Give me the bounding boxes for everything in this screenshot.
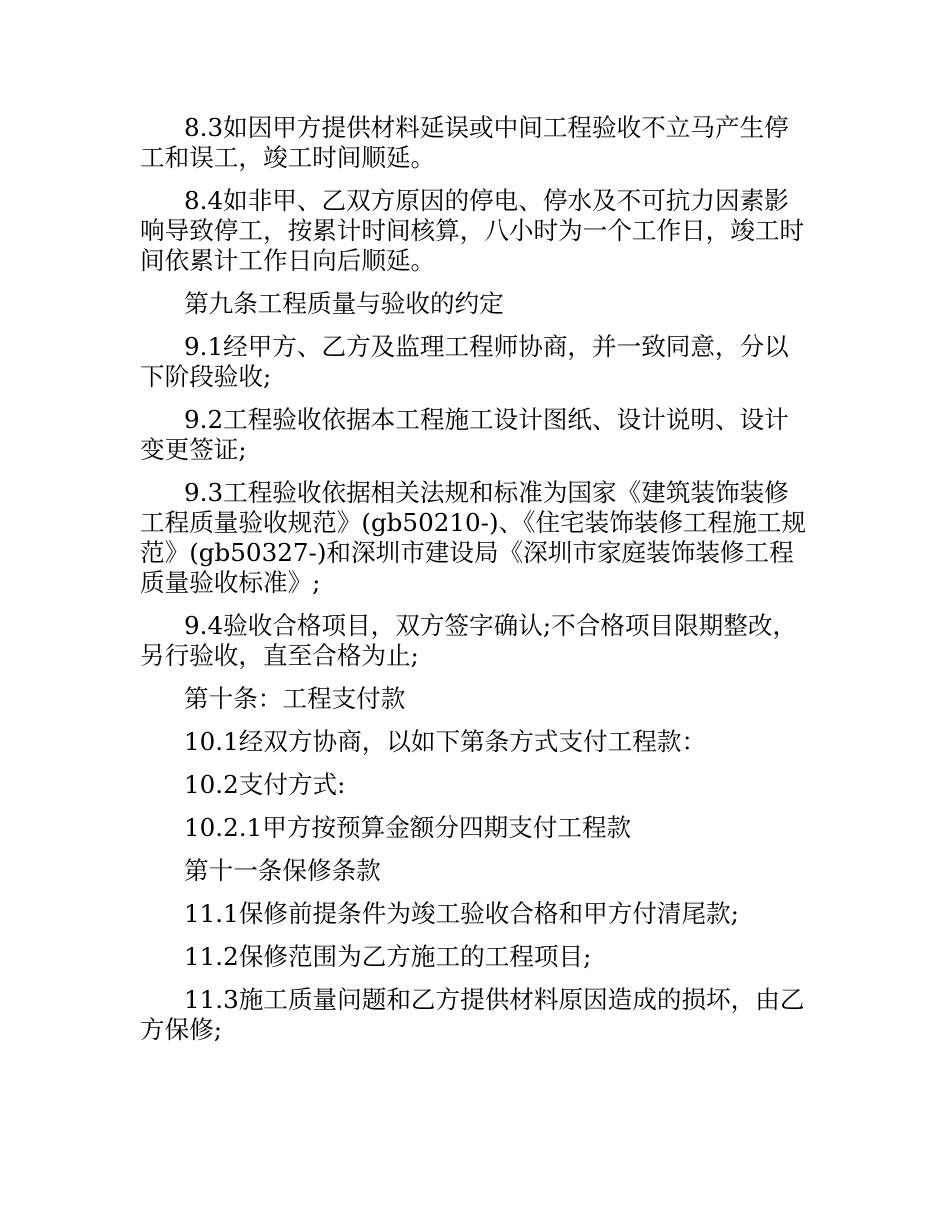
article-9-heading: 第九条工程质量与验收的约定: [184, 289, 504, 318]
clause-10-1: 10.1经双方协商，以如下第条方式支付工程款：: [184, 727, 707, 756]
clause-8-4: 8.4如非甲、乙双方原因的停电、停水及不可抗力因素影响导致停工，按累计时间核算，八小时为一个工作日，竣工时间依累计工作日向后顺延。: [140, 186, 805, 275]
document-body: [140, 113, 810, 1045]
clause-11-1: 11.1保修前提条件为竣工验收合格和甲方付清尾款;: [184, 899, 739, 928]
clause-9-4: 9.4验收合格项目，双方签字确认;不合格项目限期整改，另行验收，直至合格为止;: [140, 611, 798, 670]
clause-11-3: 11.3施工质量问题和乙方提供材料原因造成的损坏，由乙方保修;: [140, 985, 805, 1044]
clause-9-1: 9.1经甲方、乙方及监理工程师协商，并一致同意，分以下阶段验收;: [140, 332, 789, 391]
article-11-heading: 第十一条保修条款: [184, 856, 381, 885]
article-10-heading: 第十条：工程支付款: [184, 684, 406, 713]
clause-10-2: 10.2支付方式:: [184, 770, 346, 799]
clause-9-2: 9.2工程验收依据本工程施工设计图纸、设计说明、设计变更签证;: [140, 405, 789, 464]
clause-8-3: 8.3如因甲方提供材料延误或中间工程验收不立马产生停工和误工，竣工时间顺延。: [140, 113, 789, 172]
clause-11-2: 11.2保修范围为乙方施工的工程项目;: [184, 942, 592, 971]
clause-10-2-1: 10.2.1甲方按预算金额分四期支付工程款: [184, 813, 632, 842]
clause-9-3: 9.3工程验收依据相关法规和标准为国家《建筑装饰装修工程质量验收规范》(gb50210-)、《住宅装饰装修工程施工规范》(gb50327-)和深圳市建设局《深圳市家庭装饰装修工程质量验收标准》;: [140, 478, 806, 597]
